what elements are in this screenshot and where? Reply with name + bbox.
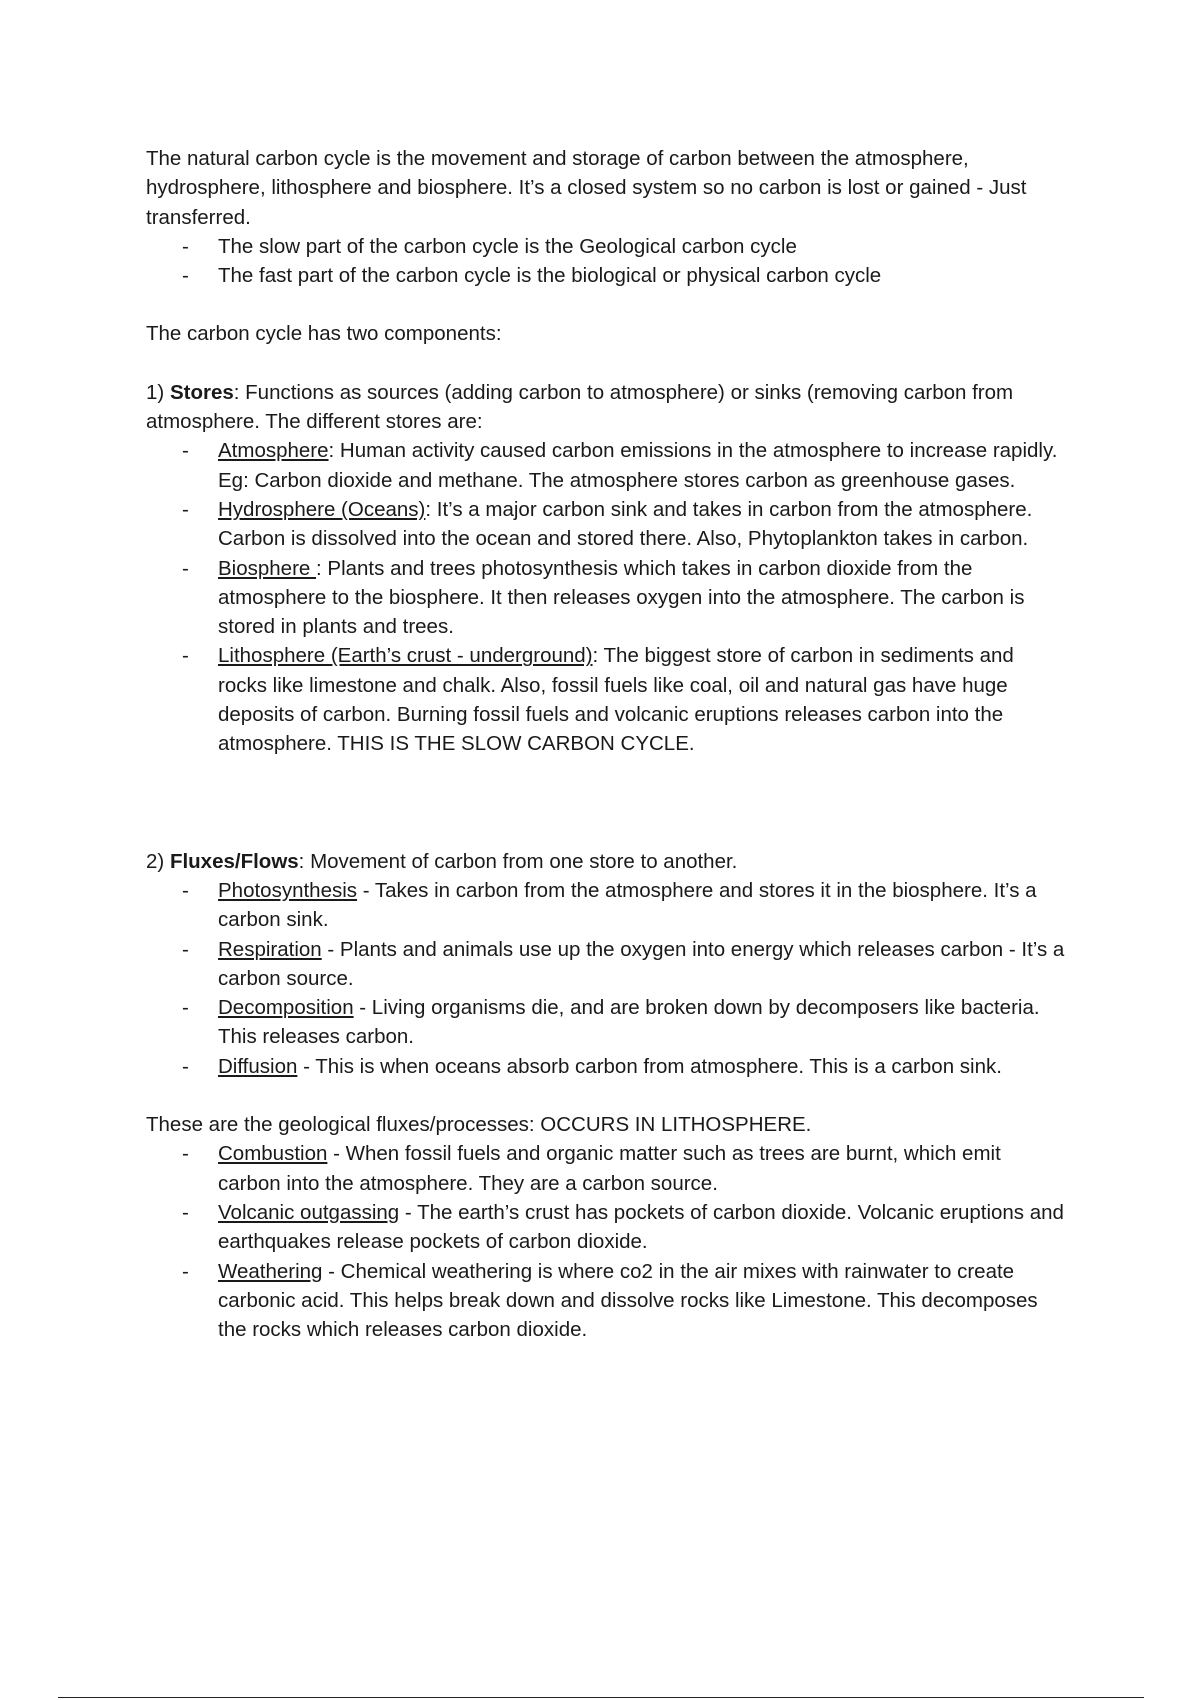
- store-term-lithosphere: Lithosphere (Earth’s crust - underground): [218, 644, 593, 668]
- flux-term-photosynthesis: Photosynthesis: [218, 878, 358, 902]
- flux-term-decomposition: Decomposition: [218, 996, 354, 1020]
- spacer: [146, 1081, 1066, 1110]
- list-item: [218, 1257, 1066, 1345]
- geo-text: - When fossil fuels and organic matter such as trees are burnt, which emit carbon into the atmosphere. They are a carbon source.: [218, 1142, 1001, 1195]
- geo-text: - The earth’s crust has pockets of carbon dioxide. Volcanic eruptions and earthquakes release pockets of carbon dioxide.: [218, 1200, 1064, 1254]
- store-text: : Human activity caused carbon emissions in the atmosphere to increase rapidly. Eg: Carbon dioxide and methane. The atmosphere stores carbon as greenhouse gases.: [218, 439, 1058, 492]
- flux-term-respiration: Respiration: [218, 937, 322, 961]
- components-intro: The carbon cycle has two components:: [146, 322, 502, 346]
- list-item: - The slow part of the carbon cycle is the Geological carbon cycle: [218, 232, 1066, 261]
- fluxes-description: : Movement of carbon from one store to another.: [298, 849, 738, 873]
- list-item: [218, 495, 1066, 554]
- geo-term-volcanic-outgassing: Volcanic outgassing: [218, 1200, 400, 1224]
- stores-paragraph: [146, 378, 1066, 437]
- stores-list: [146, 436, 1066, 758]
- geo-term-weathering: Weathering: [218, 1259, 323, 1283]
- fluxes-paragraph: [146, 847, 1066, 876]
- intro-bullet-list: [146, 232, 1066, 291]
- flux-text: - Living organisms die, and are broken down by decomposers like bacteria. This releases carbon.: [218, 996, 1040, 1049]
- geological-list: [146, 1139, 1066, 1344]
- list-item: [218, 993, 1066, 1052]
- list-item: [218, 554, 1066, 642]
- flux-text: - Takes in carbon from the atmosphere and stores it in the biosphere. It’s a carbon sink.: [218, 878, 1037, 932]
- geo-term-combustion: Combustion: [218, 1142, 328, 1166]
- list-item: [218, 436, 1066, 495]
- geo-text: - Chemical weathering is where co2 in the air mixes with rainwater to create carbonic acid. This helps break down and dissolve rocks like Limestone. This decomposes the rocks which releases carbon dioxide.: [218, 1259, 1038, 1342]
- list-item: - The fast part of the carbon cycle is the biological or physical carbon cycle: [218, 261, 1066, 290]
- store-term-biosphere: Biosphere: [218, 556, 317, 580]
- list-item: [218, 1052, 1066, 1081]
- fluxes-number: 2): [146, 849, 170, 873]
- list-item: [218, 1198, 1066, 1257]
- list-item: [218, 935, 1066, 994]
- footer-divider: [58, 1697, 1144, 1698]
- store-text: : The biggest store of carbon in sediments and rocks like limestone and chalk. Also, fossil fuels like coal, oil and natural gas have huge deposits of carbon. Burning fossil fuels and volcanic eruptions releases carbon into the atmosphere. THIS IS THE SLOW CARBON CYCLE.: [218, 644, 1014, 756]
- fluxes-list: [146, 876, 1066, 1081]
- store-text: : It’s a major carbon sink and takes in carbon from the atmosphere. Carbon is dissolved into the ocean and stored there. Also, Phytoplankton takes in carbon.: [218, 497, 1033, 551]
- list-item: [218, 876, 1066, 935]
- stores-number: 1): [146, 380, 170, 404]
- flux-text: - This is when oceans absorb carbon from atmosphere. This is a carbon sink.: [297, 1054, 1002, 1078]
- flux-text: - Plants and animals use up the oxygen into energy which releases carbon - It’s a carbon source.: [218, 937, 1065, 990]
- spacer: [146, 349, 1066, 378]
- flux-term-diffusion: Diffusion: [218, 1054, 298, 1078]
- document-page: [146, 144, 1066, 1344]
- store-term-hydrosphere: Hydrosphere (Oceans): [218, 497, 426, 521]
- intro-paragraph: The natural carbon cycle is the movement and storage of carbon between the atmosphere, hydrosphere, lithosphere and biosphere. It’s a closed system so no carbon is lost or gained - Just transferred.: [146, 147, 1027, 229]
- spacer: [146, 290, 1066, 319]
- spacer: [146, 759, 1066, 847]
- store-text: : Plants and trees photosynthesis which takes in carbon dioxide from the atmosphere to the biosphere. It then releases oxygen into the atmosphere. The carbon is stored in plants and trees.: [218, 556, 1025, 639]
- geological-intro: These are the geological fluxes/processes: OCCURS IN LITHOSPHERE.: [146, 1113, 812, 1137]
- stores-description: : Functions as sources (adding carbon to atmosphere) or sinks (removing carbon from atmosphere. The different stores are:: [146, 380, 1014, 434]
- fluxes-heading: Fluxes/Flows: [169, 849, 299, 873]
- store-term-atmosphere: Atmosphere: [218, 439, 329, 463]
- list-item: [218, 641, 1066, 758]
- list-item: [218, 1139, 1066, 1198]
- stores-heading: Stores: [169, 380, 234, 404]
